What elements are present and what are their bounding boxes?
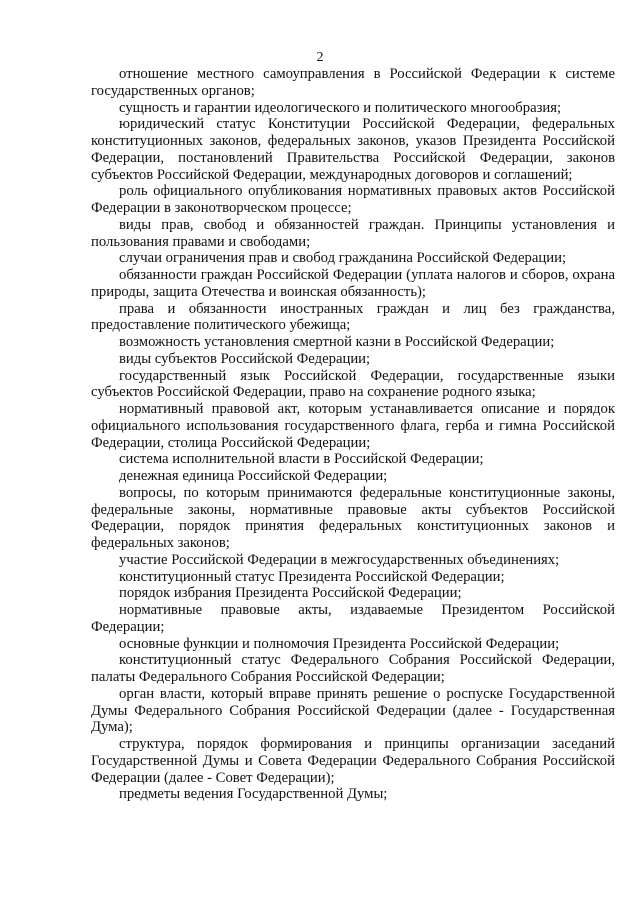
paragraph: конституционный статус Федерального Собрания Российской Федерации, палаты Федерального Собрания Российской Федерации; bbox=[91, 652, 615, 685]
paragraph: вопросы, по которым принимаются федеральные конституционные законы, федеральные законы, нормативные правовые акты субъектов Российской Федерации, порядок принятия федеральных конституционных законов и федеральных законов; bbox=[91, 484, 615, 551]
paragraph: предметы ведения Государственной Думы; bbox=[119, 786, 388, 803]
paragraph: виды прав, свобод и обязанностей граждан. Принципы установления и пользования правами и свободами; bbox=[91, 216, 615, 250]
paragraph: случаи ограничения прав и свобод гражданина Российской Федерации; bbox=[119, 250, 567, 267]
paragraph: виды субъектов Российской Федерации; bbox=[119, 350, 371, 367]
paragraph: конституционный статус Президента Российской Федерации; bbox=[119, 568, 505, 585]
paragraph: структура, порядок формирования и принципы организации заседаний Государственной Думы и Совета Федерации Федерального Собрания Российской Федерации (далее - Совет Федерации); bbox=[91, 736, 615, 786]
paragraph: участие Российской Федерации в межгосударственных объединениях; bbox=[119, 551, 560, 568]
document-body bbox=[91, 66, 615, 803]
paragraph: денежная единица Российской Федерации; bbox=[119, 468, 388, 484]
paragraph: сущность и гарантии идеологического и политического многообразия; bbox=[119, 99, 562, 116]
paragraph: основные функции и полномочия Президента Российской Федерации; bbox=[119, 635, 560, 652]
paragraph: государственный язык Российской Федерации, государственные языки субъектов Российской Федерации, право на сохранение родного языка; bbox=[91, 367, 615, 401]
paragraph: отношение местного самоуправления в Российской Федерации к системе государственных органов; bbox=[91, 66, 615, 99]
paragraph: орган власти, который вправе принять решение о роспуске Государственной Думы Федерального Собрания Российской Федерации (далее - Государственная Дума); bbox=[91, 685, 615, 736]
paragraph: права и обязанности иностранных граждан и лиц без гражданства, предоставление политического убежища; bbox=[91, 300, 615, 334]
paragraph: юридический статус Конституции Российской Федерации, федеральных конституционных законов, федеральных законов, указов Президента Российской Федерации, постановлений Правительства Российской Федерации, законов субъектов Российской Федерации, международных договоров и соглашений; bbox=[91, 116, 615, 183]
paragraph: возможность установления смертной казни в Российской Федерации; bbox=[119, 334, 555, 350]
paragraph: обязанности граждан Российской Федерации (уплата налогов и сборов, охрана природы, защита Отечества и воинская обязанность); bbox=[91, 267, 615, 300]
paragraph: порядок избрания Президента Российской Федерации; bbox=[119, 585, 462, 602]
paragraph: система исполнительной власти в Российской Федерации; bbox=[119, 451, 484, 468]
page-number: 2 bbox=[316, 50, 324, 65]
paragraph: нормативные правовые акты, издаваемые Президентом Российской Федерации; bbox=[91, 602, 615, 635]
paragraph: нормативный правовой акт, которым устанавливается описание и порядок официального использования государственного флага, герба и гимна Российской Федерации, столица Российской Федерации; bbox=[91, 401, 615, 451]
paragraph: роль официального опубликования нормативных правовых актов Российской Федерации в законотворческом процессе; bbox=[91, 183, 615, 216]
